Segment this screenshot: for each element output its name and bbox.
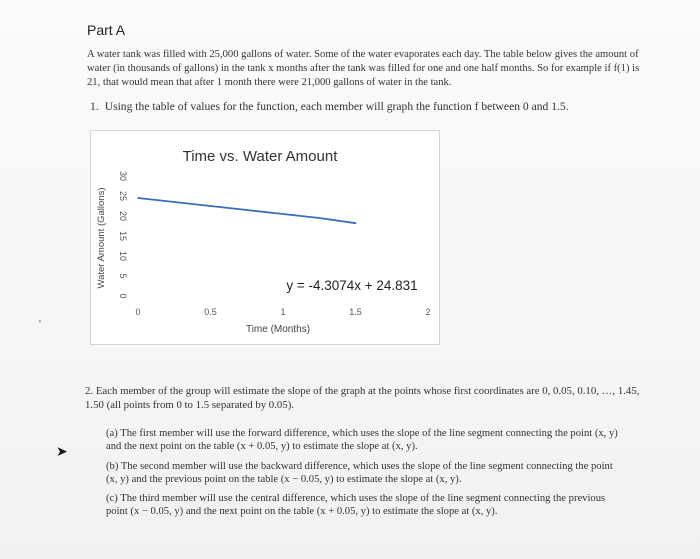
y-tick-label: 0 [118,293,128,299]
data-point [246,209,248,211]
question-2b-text: The second member will use the backward difference, which uses the slope of the line segment connecting the point (x, y) and the previous point on the table (x − 0.05, y) to estimate the slope at (x, y). [106,461,613,485]
question-1-text: Using the table of values for the function, each member will graph the function f between 0 and 1.5. [104,100,569,113]
arrow-marker-icon: ➤ [56,444,68,460]
question-2b-label: (b) [106,461,119,472]
y-tick-label: 15 [118,230,128,242]
y-tick-label: 30 [118,170,128,182]
data-point [318,217,320,219]
x-tick-label: 2 [425,307,431,317]
question-2c-label: (c) [106,493,118,504]
question-2-text: Each member of the group will estimate the slope of the graph at the points whose first coordinates are 0, 0.05, 0.10, …, 1.45, 1.50 (all points from 0 to 1.5 separated by 0.05). [85,385,640,411]
question-2a-label: (a) [106,428,118,439]
y-tick-label: 10 [118,250,128,262]
y-tick-label: 5 [118,273,128,279]
x-tick-label: 1.5 [349,307,362,317]
y-tick-label: 20 [118,210,128,222]
intro-paragraph: A water tank was filled with 25,000 gallons of water. Some of the water evaporates each day. The table below gives the amount of water (in thousands of gallons) in the tank x months after the tank was filled for one and one half months. So for example if f(1) is 21, that would mean that after 1 month there were 21,000 gallons of water in the tank. [87,49,640,88]
data-point [173,201,175,203]
chart [90,130,440,345]
question-2-number: 2. [85,385,94,397]
part-title: Part A [87,22,126,38]
question-2a [106,427,626,453]
question-2c [106,492,626,518]
y-tick-label: 25 [118,190,128,202]
question-2c-text: The third member will use the central difference, which uses the slope of the line segment connecting the previous point (x − 0.05, y) and the next point on the table (x + 0.05, y) to estimate the slope at (x, y). [106,493,606,517]
question-2a-text: The first member will use the forward difference, which uses the slope of the line segment connecting the point (x, y) and the next point on the table (x + 0.05, y) to estimate the slope at (x, y). [106,428,618,452]
question-1-number: 1. [90,100,99,113]
y-axis-label: Water Amount (Gallons) [96,187,107,289]
x-tick-label: 0 [135,307,141,317]
question-2 [85,384,645,412]
x-axis-label: Time (Months) [245,324,311,335]
data-point [137,197,139,199]
trendline-equation: y = -4.3074x + 24.831 [286,278,418,293]
x-tick-label: 0.5 [204,307,217,317]
question-1 [90,100,650,113]
data-point [210,205,212,207]
x-tick-label: 1 [280,307,286,317]
data-point [282,213,284,215]
data-point [355,222,357,224]
chart-title: Time vs. Water Amount [182,148,338,165]
margin-mark: ' [39,319,41,330]
question-2b [106,460,626,486]
chart-svg [90,130,440,345]
